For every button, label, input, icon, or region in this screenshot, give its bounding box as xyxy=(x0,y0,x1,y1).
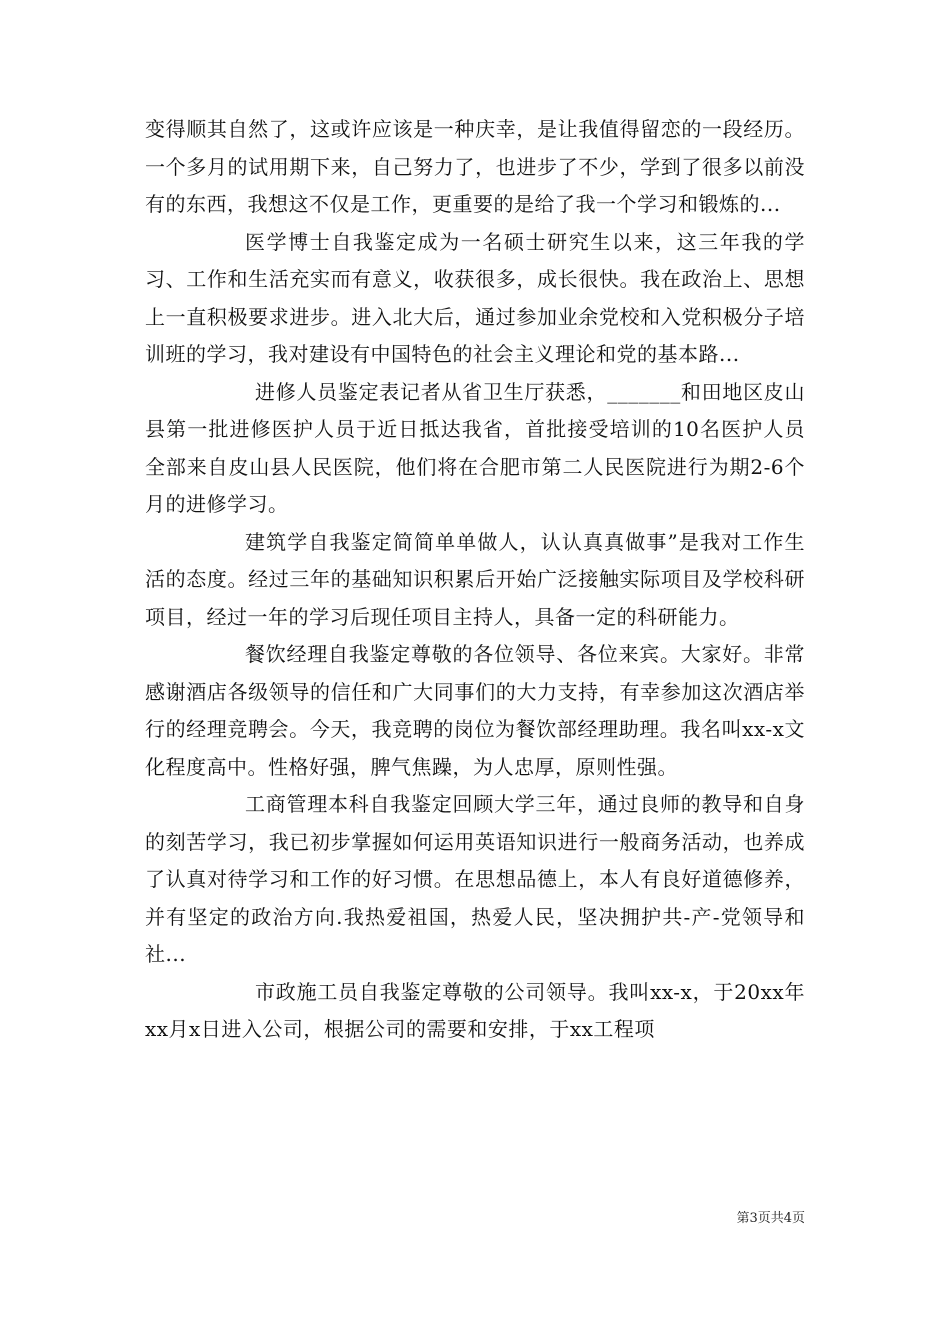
paragraph-catering-manager: 餐饮经理自我鉴定尊敬的各位领导、各位来宾。大家好。非常感谢酒店各级领导的信任和广大同事们的大力支持，有幸参加这次酒店举行的经理竞聘会。今天，我竞聘的岗位为餐饮部经理助理。我名叫xx-x文化程度高中。性格好强，脾气焦躁，为人忠厚，原则性强。 xyxy=(145,642,805,779)
paragraph-continuation: 变得顺其自然了，这或许应该是一种庆幸，是让我值得留恋的一段经历。一个多月的试用期下来，自己努力了，也进步了不少，学到了很多以前没有的东西，我想这不仅是工作，更重要的是给了我一个学习和锻炼的... xyxy=(145,117,805,216)
paragraph-trainee: 进修人员鉴定表记者从省卫生厅获悉，_______和田地区皮山县第一批进修医护人员于近日抵达我省，首批接受培训的10名医护人员全部来自皮山县人民医院，他们将在合肥市第二人民医院进行为期2-6个月的进修学习。 xyxy=(145,379,805,516)
paragraph-business-admin: 工商管理本科自我鉴定回顾大学三年，通过良师的教导和自身的刻苦学习，我已初步掌握如何运用英语知识进行一般商务活动，也养成了认真对待学习和工作的好习惯。在思想品德上，本人有良好道德修养，并有坚定的政治方向.我热爱祖国，热爱人民，坚决拥护共-产-党领导和社... xyxy=(145,792,805,966)
page-number: 第3页共4页 xyxy=(736,1211,805,1226)
document-body xyxy=(145,111,805,1049)
paragraph-architecture: 建筑学自我鉴定简简单单做人，认认真真做事”是我对工作生活的态度。经过三年的基础知识积累后开始广泛接触实际项目及学校科研项目，经过一年的学习后现任项目主持人，具备一定的科研能力。 xyxy=(145,529,805,629)
paragraph-municipal-worker: 市政施工员自我鉴定尊敬的公司领导。我叫xx-x，于20xx年xx月x日进入公司，根据公司的需要和安排，于xx工程项 xyxy=(145,979,805,1041)
paragraph-medical-doctor: 医学博士自我鉴定成为一名硕士研究生以来，这三年我的学习、工作和生活充实而有意义，收获很多，成长很快。我在政治上、思想上一直积极要求进步。进入北大后，通过参加业余党校和入党积极分子培训班的学习，我对建设有中国特色的社会主义理论和党的基本路... xyxy=(145,229,805,366)
